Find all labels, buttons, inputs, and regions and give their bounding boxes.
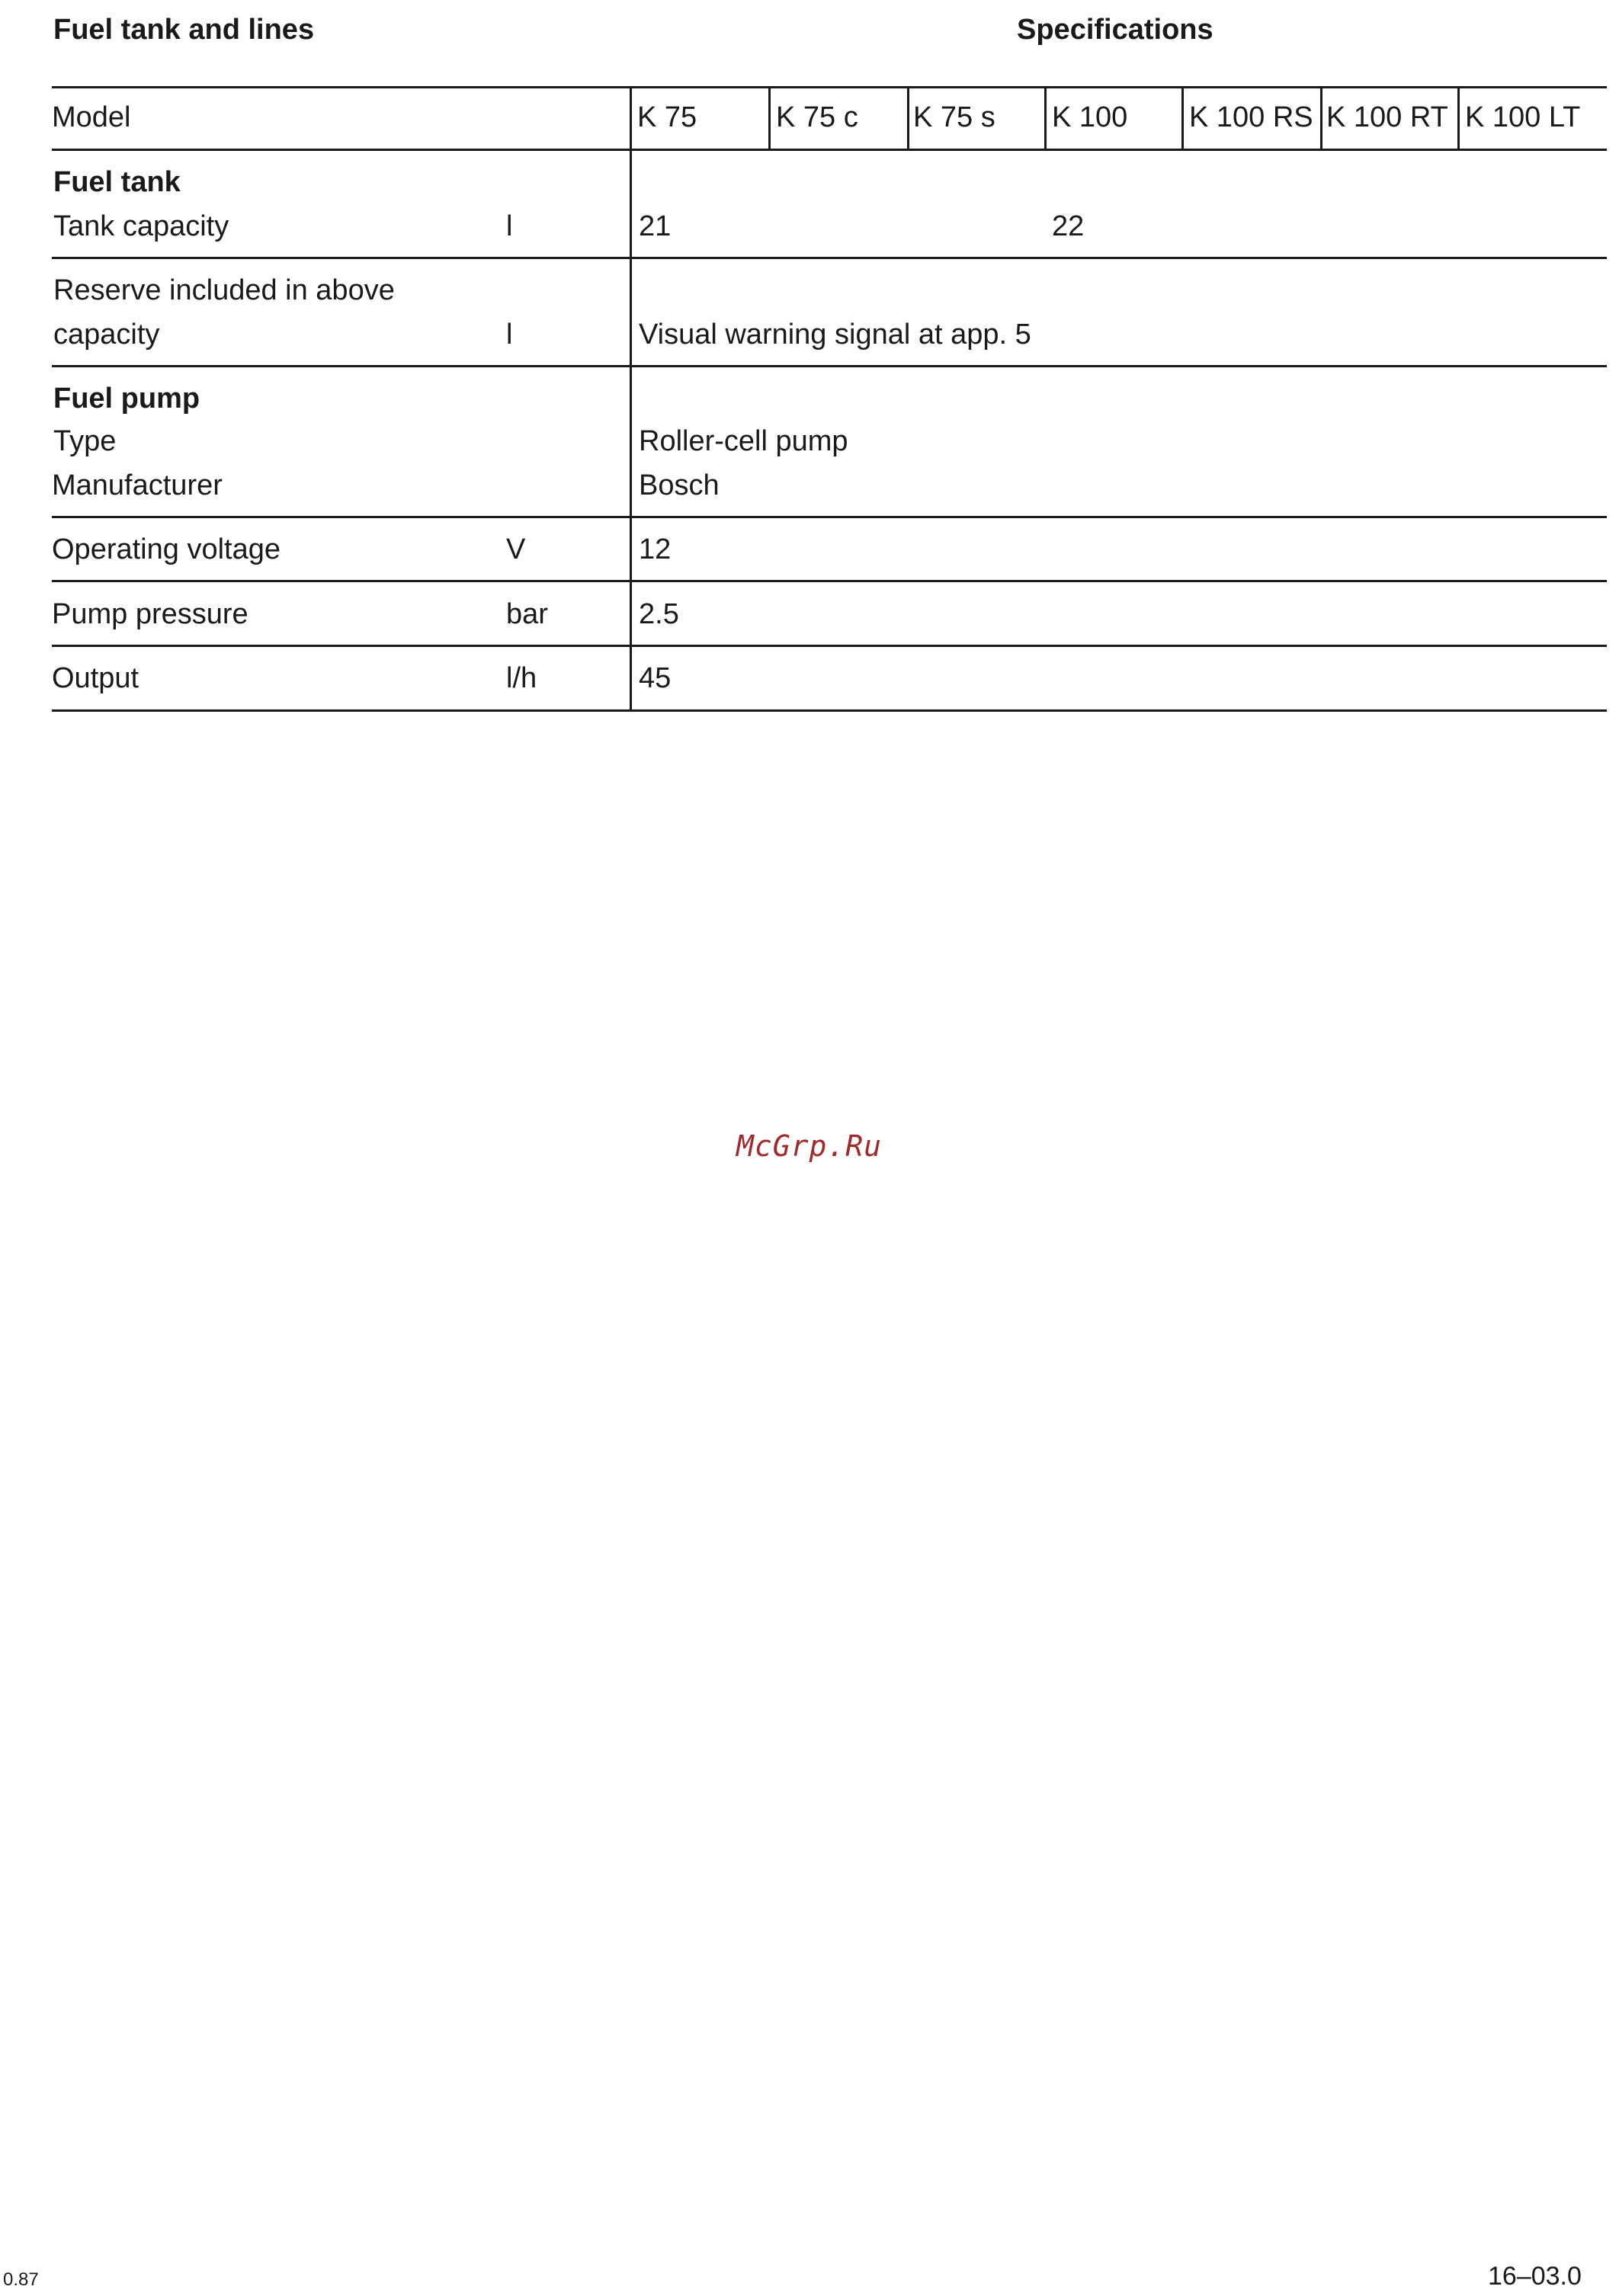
pump-row-rule: [52, 516, 1607, 518]
model-divider: [1457, 86, 1460, 151]
label-value-divider: [630, 86, 632, 712]
table-bottom-rule: [52, 709, 1607, 712]
reserve-value: Visual warning signal at app. 5: [639, 319, 1031, 351]
tank-capacity-k75: 21: [639, 210, 672, 242]
output-unit: l/h: [506, 662, 537, 694]
model-divider: [1044, 86, 1047, 151]
reserve-row-rule: [52, 365, 1607, 367]
tank-row-rule: [52, 257, 1607, 259]
model-k100rt: K 100 RT: [1326, 101, 1448, 133]
voltage-unit: V: [506, 533, 526, 565]
model-k100: K 100: [1052, 101, 1128, 133]
output-value: 45: [639, 662, 672, 694]
model-k75: K 75: [637, 101, 697, 133]
reserve-unit: l: [506, 319, 513, 351]
watermark: McGrp.Ru: [736, 1129, 883, 1163]
model-k100lt: K 100 LT: [1465, 101, 1581, 133]
model-k75s: K 75 s: [913, 101, 995, 133]
tank-capacity-k100: 22: [1052, 210, 1085, 242]
table-top-rule: [52, 86, 1607, 88]
pressure-value: 2.5: [639, 598, 679, 630]
date-code: 0.87: [3, 2269, 39, 2290]
voltage-row-rule: [52, 580, 1607, 582]
fuel-pump-heading: Fuel pump: [53, 383, 200, 415]
voltage-label: Operating voltage: [52, 533, 281, 565]
page-title: Specifications: [1017, 14, 1213, 46]
type-value: Roller-cell pump: [639, 425, 848, 457]
tank-capacity-unit: l: [506, 210, 513, 242]
manufacturer-value: Bosch: [639, 469, 720, 501]
model-divider: [1320, 86, 1322, 151]
output-label: Output: [52, 662, 139, 694]
page-number: 16–03.0: [1488, 2262, 1582, 2291]
pressure-unit: bar: [506, 598, 548, 630]
model-divider: [1181, 86, 1184, 151]
pressure-row-rule: [52, 645, 1607, 647]
model-divider: [907, 86, 909, 151]
model-k75c: K 75 c: [776, 101, 858, 133]
voltage-value: 12: [639, 533, 672, 565]
reserve-label-line1: Reserve included in above: [53, 274, 395, 306]
tank-capacity-label: Tank capacity: [53, 210, 229, 242]
pressure-label: Pump pressure: [52, 598, 248, 630]
model-label: Model: [52, 101, 131, 133]
model-k100rs: K 100 RS: [1189, 101, 1313, 133]
fuel-tank-heading: Fuel tank: [53, 166, 181, 198]
manufacturer-label: Manufacturer: [52, 469, 223, 501]
model-divider: [768, 86, 771, 151]
type-label: Type: [53, 425, 117, 457]
reserve-label-line2: capacity: [53, 319, 160, 351]
model-row-rule: [52, 149, 1607, 151]
section-title: Fuel tank and lines: [53, 14, 315, 46]
